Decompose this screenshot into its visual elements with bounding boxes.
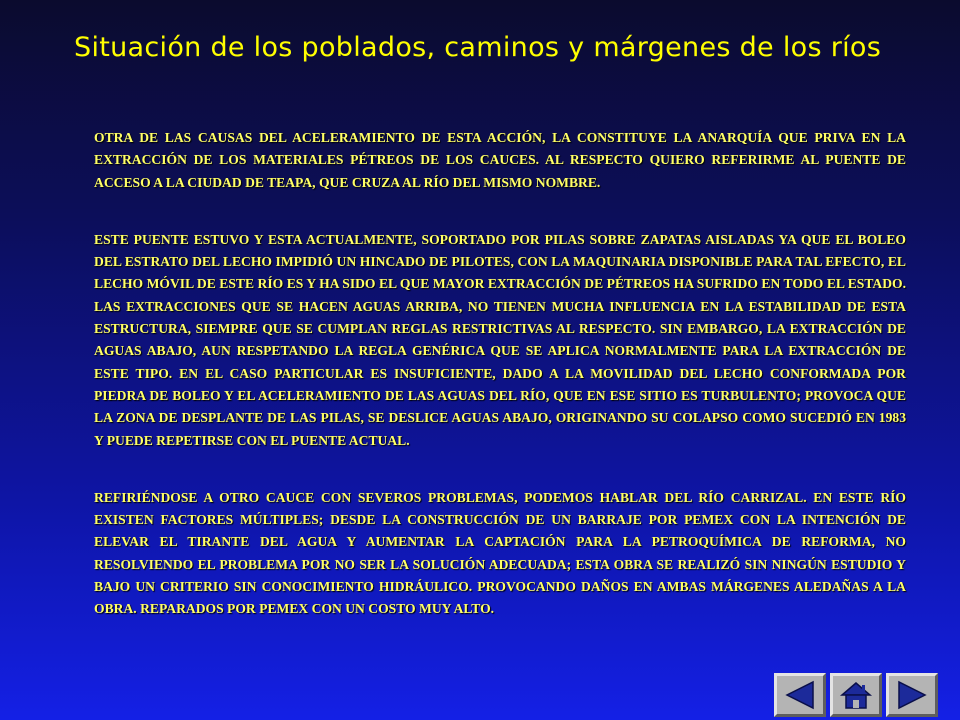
- slide-title: Situación de los poblados, caminos y márgenes de los ríos: [74, 32, 882, 63]
- next-slide-button[interactable]: [886, 673, 938, 717]
- paragraph-3: REFIRIÉNDOSE A OTRO CAUCE CON SEVEROS PROBLEMAS, PODEMOS HABLAR DEL RÍO CARRIZAL. EN ESTE RÍO EXISTEN FACTORES MÚLTIPLES; DESDE LA CONSTRUCCIÓN DE UN BARRAJE POR PEMEX CON LA INTENCIÓN DE ELEVAR EL TIRANTE DEL AGUA Y AUMENTAR LA CAPTACIÓN PARA LA PETROQUÍMICA DE REFORMA, NO RESOLVIENDO EL PROBLEMA POR NO SER LA SOLUCIÓN ADECUADA; ESTA OBRA SE REALIZÓ SIN NINGÚN ESTUDIO Y BAJO UN CRITERIO SIN CONOCIMIENTO HIDRÁULICO. PROVOCANDO DAÑOS EN AMBAS MÁRGENES ALEDAÑAS A LA OBRA. REPARADOS POR PEMEX CON UN COSTO MUY ALTO.: [94, 489, 906, 617]
- triangle-left-icon: [783, 680, 817, 710]
- paragraph-1: OTRA DE LAS CAUSAS DEL ACELERAMIENTO DE ESTA ACCIÓN, LA CONSTITUYE LA ANARQUÍA QUE PRIVA EN LA EXTRACCIÓN DE LOS MATERIALES PÉTREOS DE LOS CAUCES. AL RESPECTO QUIERO REFERIRME AL PUENTE DE ACCESO A LA CIUDAD DE TEAPA, QUE CRUZA AL RÍO DEL MISMO NOMBRE.: [94, 130, 906, 190]
- home-icon: [839, 680, 873, 710]
- triangle-right-icon: [895, 680, 929, 710]
- slide-body: [94, 127, 906, 656]
- navigation-bar: [774, 673, 938, 717]
- previous-slide-button[interactable]: [774, 673, 826, 717]
- paragraph-2: ESTE PUENTE ESTUVO Y ESTA ACTUALMENTE, SOPORTADO POR PILAS SOBRE ZAPATAS AISLADAS YA QUE EL BOLEO DEL ESTRATO DEL LECHO IMPIDIÓ UN HINCADO DE PILOTES, CON LA MAQUINARIA DISPONIBLE PARA TAL EFECTO, EL LECHO MÓVIL DE ESTE RÍO ES Y HA SIDO EL QUE MAYOR EXTRACCIÓN DE PÉTREOS HA SUFRIDO EN TODO EL ESTADO. LAS EXTRACCIONES QUE SE HACEN AGUAS ARRIBA, NO TIENEN MUCHA INFLUENCIA EN LA ESTABILIDAD DE ESTA ESTRUCTURA, SIEMPRE QUE SE CUMPLAN REGLAS RESTRICTIVAS AL RESPECTO. SIN EMBARGO, LA EXTRACCIÓN DE AGUAS ABAJO, AUN RESPETANDO LA REGLA GENÉRICA QUE SE APLICA NORMALMENTE PARA LA EXTRACCIÓN DE ESTE TIPO. EN EL CASO PARTICULAR ES INSUFICIENTE, DADO A LA MOVILIDAD DEL LECHO CONFORMADA POR PIEDRA DE BOLEO Y EL ACELERAMIENTO DE LAS AGUAS DEL RÍO, QUE EN ESE SITIO ES TURBULENTO; PROVOCA QUE LA ZONA DE DESPLANTE DE LAS PILAS, SE DESLICE AGUAS ABAJO, ORIGINANDO SU COLAPSO COMO SUCEDIÓ EN 1983 Y PUEDE REPETIRSE CON EL PUENTE ACTUAL.: [94, 231, 906, 448]
- home-button[interactable]: [830, 673, 882, 717]
